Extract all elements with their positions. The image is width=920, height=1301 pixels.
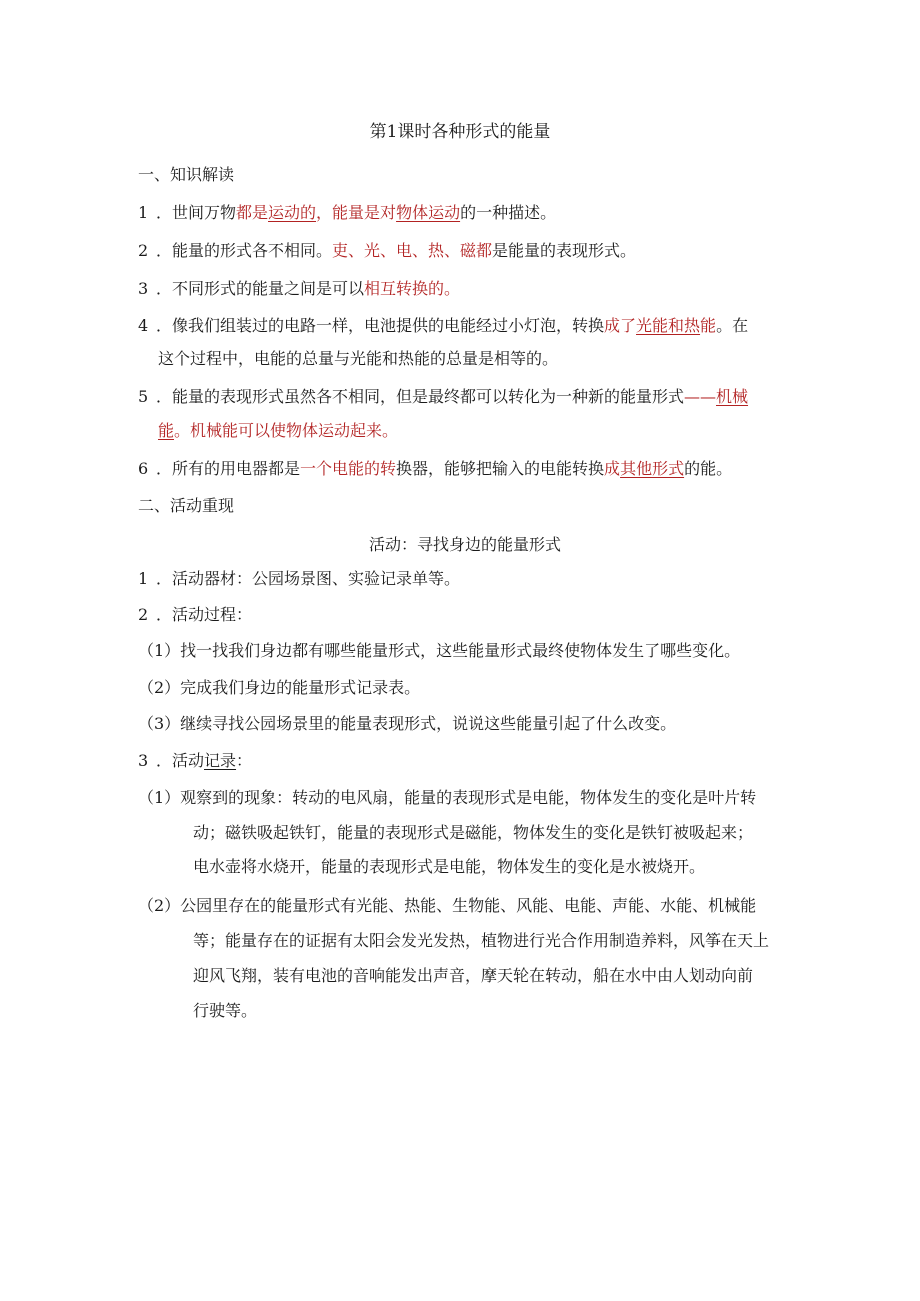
activity-title: 活动：寻找身边的能量形式 — [368, 535, 561, 554]
item-number: 4 — [138, 316, 149, 335]
knowledge-item-5-continued: 能。机械能可以使物体运动起来。 — [158, 421, 399, 440]
activity-step-3: （3）继续寻找公园场景里的能量表现形式，说说这些能量引起了什么改变。 — [138, 714, 677, 733]
record-1-line-3: 电水壶将水烧开，能量的表现形式是电能，物体发生的变化是水被烧开。 — [193, 857, 706, 876]
activity-step-2: （2）完成我们身边的能量形式记录表。 — [138, 678, 421, 697]
section2-heading: 二、活动重现 — [138, 496, 235, 515]
item-number: 3 — [138, 279, 149, 298]
activity-item-2: 2 ．活动过程： — [138, 605, 253, 624]
item-number: 2 — [138, 241, 149, 260]
record-1-line-2: 动；磁铁吸起铁钉，能量的表现形式是磁能，物体发生的变化是铁钉被吸起来； — [193, 823, 754, 842]
knowledge-item-6: 6 ．所有的用电器都是一个电能的转换器，能够把输入的电能转换成其他形式的能。 — [138, 459, 733, 478]
record-2-line-4: 行驶等。 — [193, 1001, 258, 1020]
record-2-line-1: （2）公园里存在的能量形式有光能、热能、生物能、风能、电能、声能、水能、机械能 — [138, 896, 757, 915]
activity-item-1: 1 ．活动器材：公园场景图、实验记录单等。 — [138, 569, 461, 588]
knowledge-item-3: 3 ．不同形式的能量之间是可以相互转换的。 — [138, 279, 461, 298]
knowledge-item-1: 1 ．世间万物都是运动的，能量是对物体运动的一种描述。 — [138, 203, 557, 222]
section1-heading: 一、知识解读 — [138, 165, 235, 184]
record-1-line-1: （1）观察到的现象：转动的电风扇，能量的表现形式是电能，物体发生的变化是叶片转 — [138, 788, 757, 807]
record-2-line-2: 等；能量存在的证据有太阳会发光发热，植物进行光合作用制造养料，风筝在天上 — [193, 931, 770, 950]
item-number: 5 — [138, 387, 149, 406]
knowledge-item-4-continued: 这个过程中，电能的总量与光能和热能的总量是相等的。 — [158, 349, 559, 368]
knowledge-item-5: 5 ．能量的表现形式虽然各不相同，但是最终都可以转化为一种新的能量形式——机械 — [138, 387, 749, 406]
page-title: 第1课时各种形式的能量 — [369, 122, 551, 142]
record-2-line-3: 迎风飞翔，装有电池的音响能发出声音，摩天轮在转动，船在水中由人划动向前 — [193, 966, 754, 985]
knowledge-item-2: 2 ．能量的形式各不相同。吏、光、电、热、磁都是能量的表现形式。 — [138, 241, 637, 260]
item-number: 6 — [138, 459, 149, 478]
activity-item-3: 3 ．活动记录： — [138, 751, 253, 770]
activity-step-1: （1）找一找我们身边都有哪些能量形式，这些能量形式最终使物体发生了哪些变化。 — [138, 641, 741, 660]
knowledge-item-4: 4 ．像我们组装过的电路一样，电池提供的电能经过小灯泡，转换成了光能和热能。在 — [138, 316, 749, 335]
item-number: 1 — [138, 203, 149, 222]
